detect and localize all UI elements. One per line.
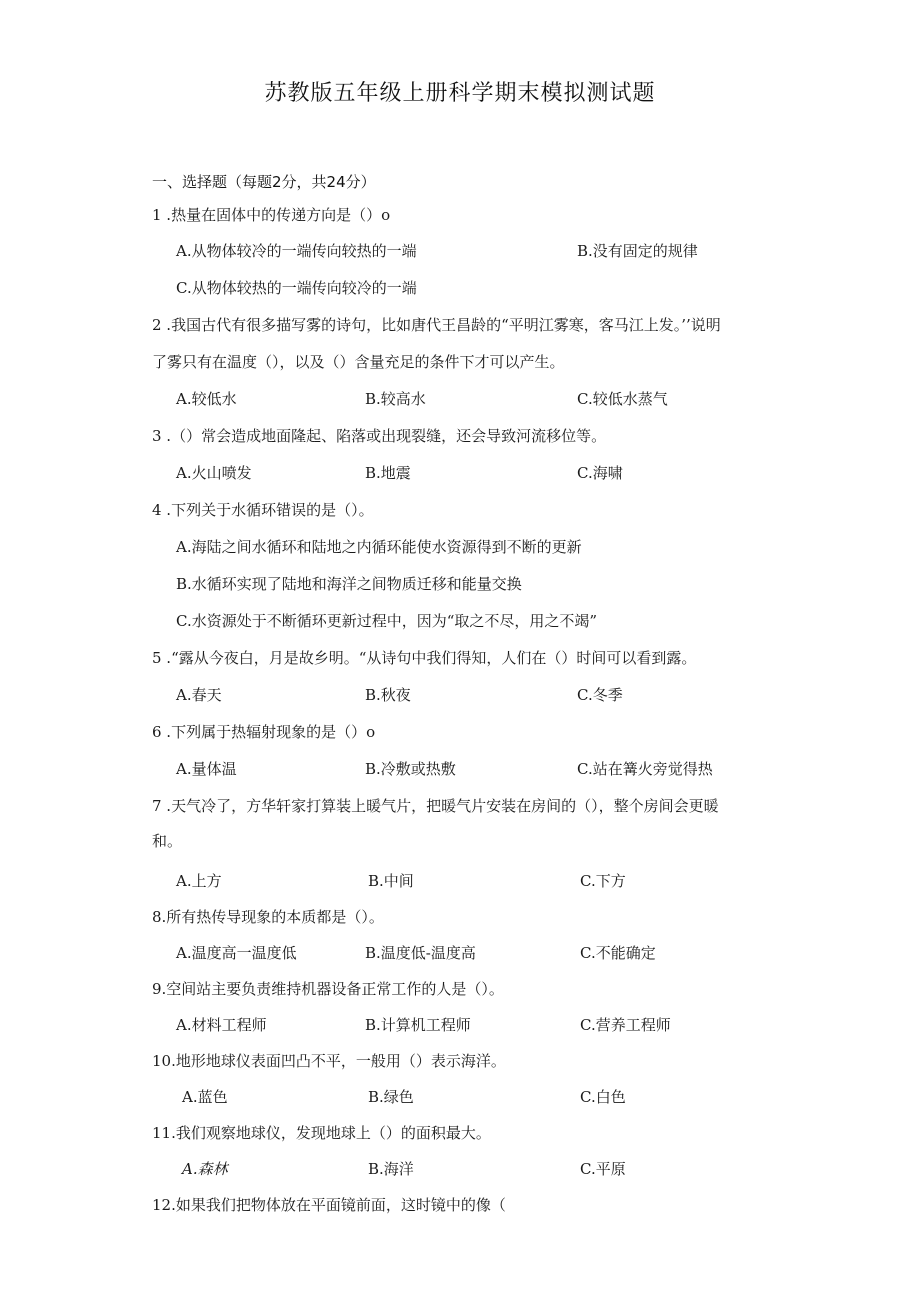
question-4-option-c: C.水资源处于不断循环更新过程中，因为“取之不尽，用之不竭” bbox=[176, 612, 598, 630]
question-6-option-c: C.站在篝火旁觉得热 bbox=[577, 760, 713, 778]
question-6-option-a: A.量体温 bbox=[176, 760, 237, 778]
question-10-stem: 10.地形地球仪表面凹凸不平，一般用（）表示海洋。 bbox=[152, 1052, 506, 1070]
question-2-option-a: A.较低水 bbox=[176, 390, 237, 408]
question-1-option-b: B.没有固定的规律 bbox=[577, 242, 698, 260]
question-3-option-a: A.火山喷发 bbox=[176, 464, 252, 482]
question-10-option-b: B.绿色 bbox=[368, 1088, 414, 1106]
question-11-option-c: C.平原 bbox=[580, 1160, 626, 1178]
question-10-option-a: A.蓝色 bbox=[182, 1088, 228, 1106]
question-1-option-a: A.从物体较冷的一端传向较热的一端 bbox=[176, 242, 417, 260]
question-4-option-a: A.海陆之间水循环和陆地之内循环能使水资源得到不断的更新 bbox=[176, 538, 582, 556]
question-3-option-b: B.地震 bbox=[365, 464, 411, 482]
question-1-option-c: C.从物体较热的一端传向较冷的一端 bbox=[176, 279, 417, 297]
question-9-stem: 9.空间站主要负责维持机器设备正常工作的人是（）。 bbox=[152, 980, 504, 998]
question-9-option-a: A.材料工程师 bbox=[176, 1016, 267, 1034]
question-7-stem-line-2: 和。 bbox=[152, 832, 183, 850]
question-10-option-c: C.白色 bbox=[580, 1088, 626, 1106]
question-6-stem: 6 .下列属于热辐射现象的是（）o bbox=[152, 723, 376, 741]
question-2-option-b: B.较高水 bbox=[365, 390, 426, 408]
question-4-option-b: B.水循环实现了陆地和海洋之间物质迁移和能量交换 bbox=[176, 575, 522, 593]
question-8-stem: 8.所有热传导现象的本质都是（）。 bbox=[152, 908, 384, 926]
question-7-stem-line-1: 7 .天气冷了，方华轩家打算装上暖气片，把暖气片安装在房间的（），整个房间会更暖 bbox=[152, 797, 719, 815]
question-9-option-b: B.计算机工程师 bbox=[365, 1016, 471, 1034]
question-7-option-c: C.下方 bbox=[580, 872, 626, 890]
question-3-stem: 3 .（）常会造成地面隆起、陷落或出现裂缝，还会导致河流移位等。 bbox=[152, 427, 607, 445]
question-4-stem: 4 .下列关于水循环错误的是（）。 bbox=[152, 501, 374, 519]
question-8-option-c: C.不能确定 bbox=[580, 944, 656, 962]
question-7-option-a: A.上方 bbox=[176, 872, 222, 890]
question-2-option-c: C.较低水蒸气 bbox=[577, 390, 668, 408]
question-3-option-c: C.海啸 bbox=[577, 464, 623, 482]
question-11-option-b: B.海洋 bbox=[368, 1160, 414, 1178]
question-6-option-b: B.冷敷或热敷 bbox=[365, 760, 456, 778]
question-1-stem: 1 .热量在固体中的传递方向是（）o bbox=[152, 206, 391, 224]
question-11-stem: 11.我们观察地球仪，发现地球上（）的面积最大。 bbox=[152, 1124, 491, 1142]
question-2-stem-line-2: 了雾只有在温度（），以及（）含量充足的条件下才可以产生。 bbox=[152, 353, 565, 371]
question-5-stem: 5 .“露从今夜白，月是故乡明。“从诗句中我们得知，人们在（）时间可以看到露。 bbox=[152, 649, 697, 667]
section-heading: 一、选择题（每题2分，共24分） bbox=[152, 173, 376, 191]
question-7-option-b: B.中间 bbox=[368, 872, 414, 890]
question-8-option-a: A.温度高一温度低 bbox=[176, 944, 297, 962]
question-5-option-c: C.冬季 bbox=[577, 686, 623, 704]
question-5-option-b: B.秋夜 bbox=[365, 686, 411, 704]
question-8-option-b: B.温度低-温度高 bbox=[365, 944, 476, 962]
page-title: 苏教版五年级上册科学期末模拟测试题 bbox=[264, 81, 656, 106]
question-2-stem-line-1: 2 .我国古代有很多描写雾的诗句，比如唐代王昌龄的“平明江雾寒，客马江上发。’’说明 bbox=[152, 316, 721, 334]
question-11-option-a: A.森林 bbox=[182, 1160, 228, 1178]
question-12-stem: 12.如果我们把物体放在平面镜前面，这时镜中的像（ bbox=[152, 1196, 506, 1214]
question-5-option-a: A.春天 bbox=[176, 686, 222, 704]
question-9-option-c: C.营养工程师 bbox=[580, 1016, 671, 1034]
